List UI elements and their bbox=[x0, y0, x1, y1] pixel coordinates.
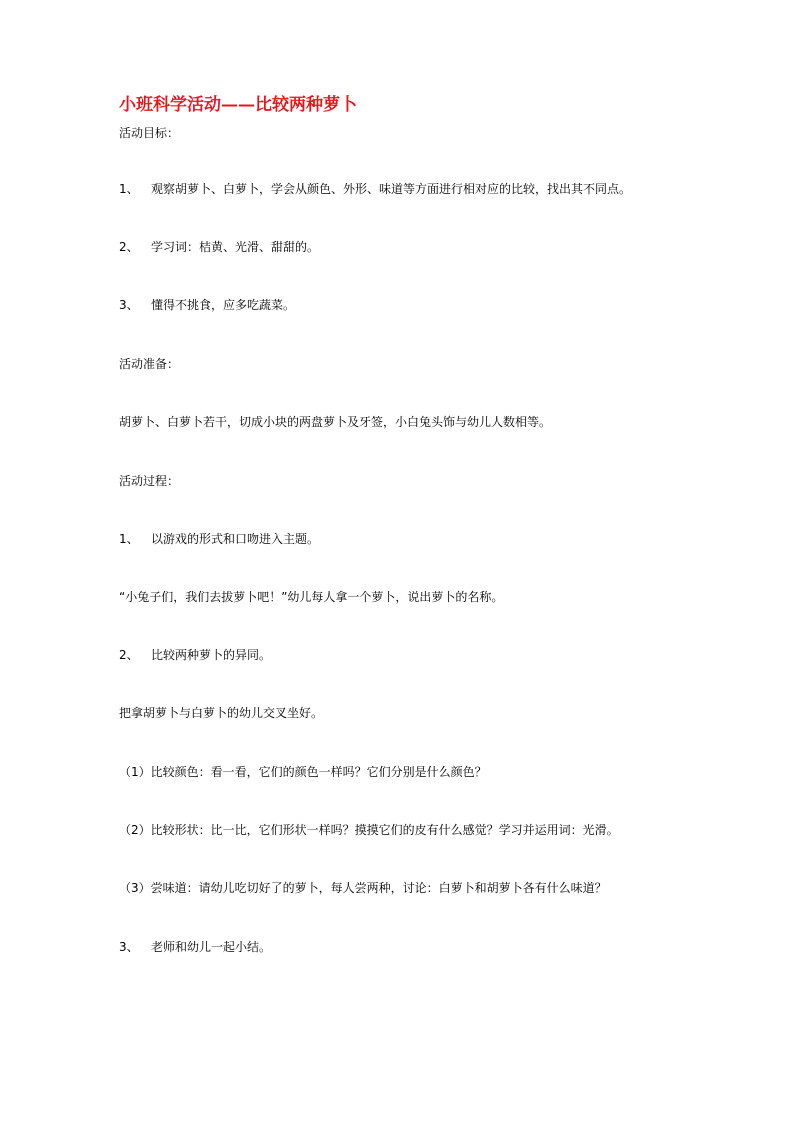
prep-heading: 活动准备： bbox=[119, 357, 180, 371]
step-text: 老师和幼儿一起小结。 bbox=[151, 940, 272, 954]
goal-item-2 bbox=[119, 239, 319, 255]
step1-detail: “小兔子们，我们去拔萝卜吧！”幼儿每人拿一个萝卜，说出萝卜的名称。 bbox=[119, 590, 504, 604]
goals-heading: 活动目标： bbox=[119, 126, 180, 140]
step-item-1 bbox=[119, 531, 319, 547]
goal-number: 2、 bbox=[119, 240, 139, 254]
step-item-2 bbox=[119, 647, 271, 663]
document-title: 小班科学活动——比较两种萝卜 bbox=[119, 95, 357, 115]
sub-step-3: （3）尝味道：请幼儿吃切好了的萝卜，每人尝两种，讨论：白萝卜和胡萝卜各有什么味道？ bbox=[119, 881, 607, 895]
step-text: 以游戏的形式和口吻进入主题。 bbox=[151, 532, 320, 546]
goal-number: 3、 bbox=[119, 298, 139, 312]
sub-step-2: （2）比较形状：比一比，它们形状一样吗？摸摸它们的皮有什么感觉？学习并运用词：光滑。 bbox=[119, 823, 619, 837]
step-item-3 bbox=[119, 939, 271, 955]
step-number: 1、 bbox=[119, 532, 139, 546]
step2-detail: 把拿胡萝卜与白萝卜的幼儿交叉坐好。 bbox=[119, 706, 324, 720]
goal-text: 观察胡萝卜、白萝卜，学会从颜色、外形、味道等方面进行相对应的比较，找出其不同点。 bbox=[151, 182, 632, 196]
prep-text: 胡萝卜、白萝卜若干，切成小块的两盘萝卜及牙签，小白兔头饰与幼儿人数相等。 bbox=[119, 415, 552, 429]
goal-item-1 bbox=[119, 181, 631, 197]
step-text: 比较两种萝卜的异同。 bbox=[151, 648, 272, 662]
goal-text: 学习词：桔黄、光滑、甜甜的。 bbox=[151, 240, 320, 254]
goal-number: 1、 bbox=[119, 182, 139, 196]
step-number: 3、 bbox=[119, 940, 139, 954]
sub-step-1: （1）比较颜色：看一看，它们的颜色一样吗？它们分别是什么颜色？ bbox=[119, 765, 487, 779]
step-number: 2、 bbox=[119, 648, 139, 662]
goal-item-3 bbox=[119, 297, 295, 313]
goal-text: 懂得不挑食，应多吃蔬菜。 bbox=[151, 298, 296, 312]
process-heading: 活动过程： bbox=[119, 474, 180, 488]
